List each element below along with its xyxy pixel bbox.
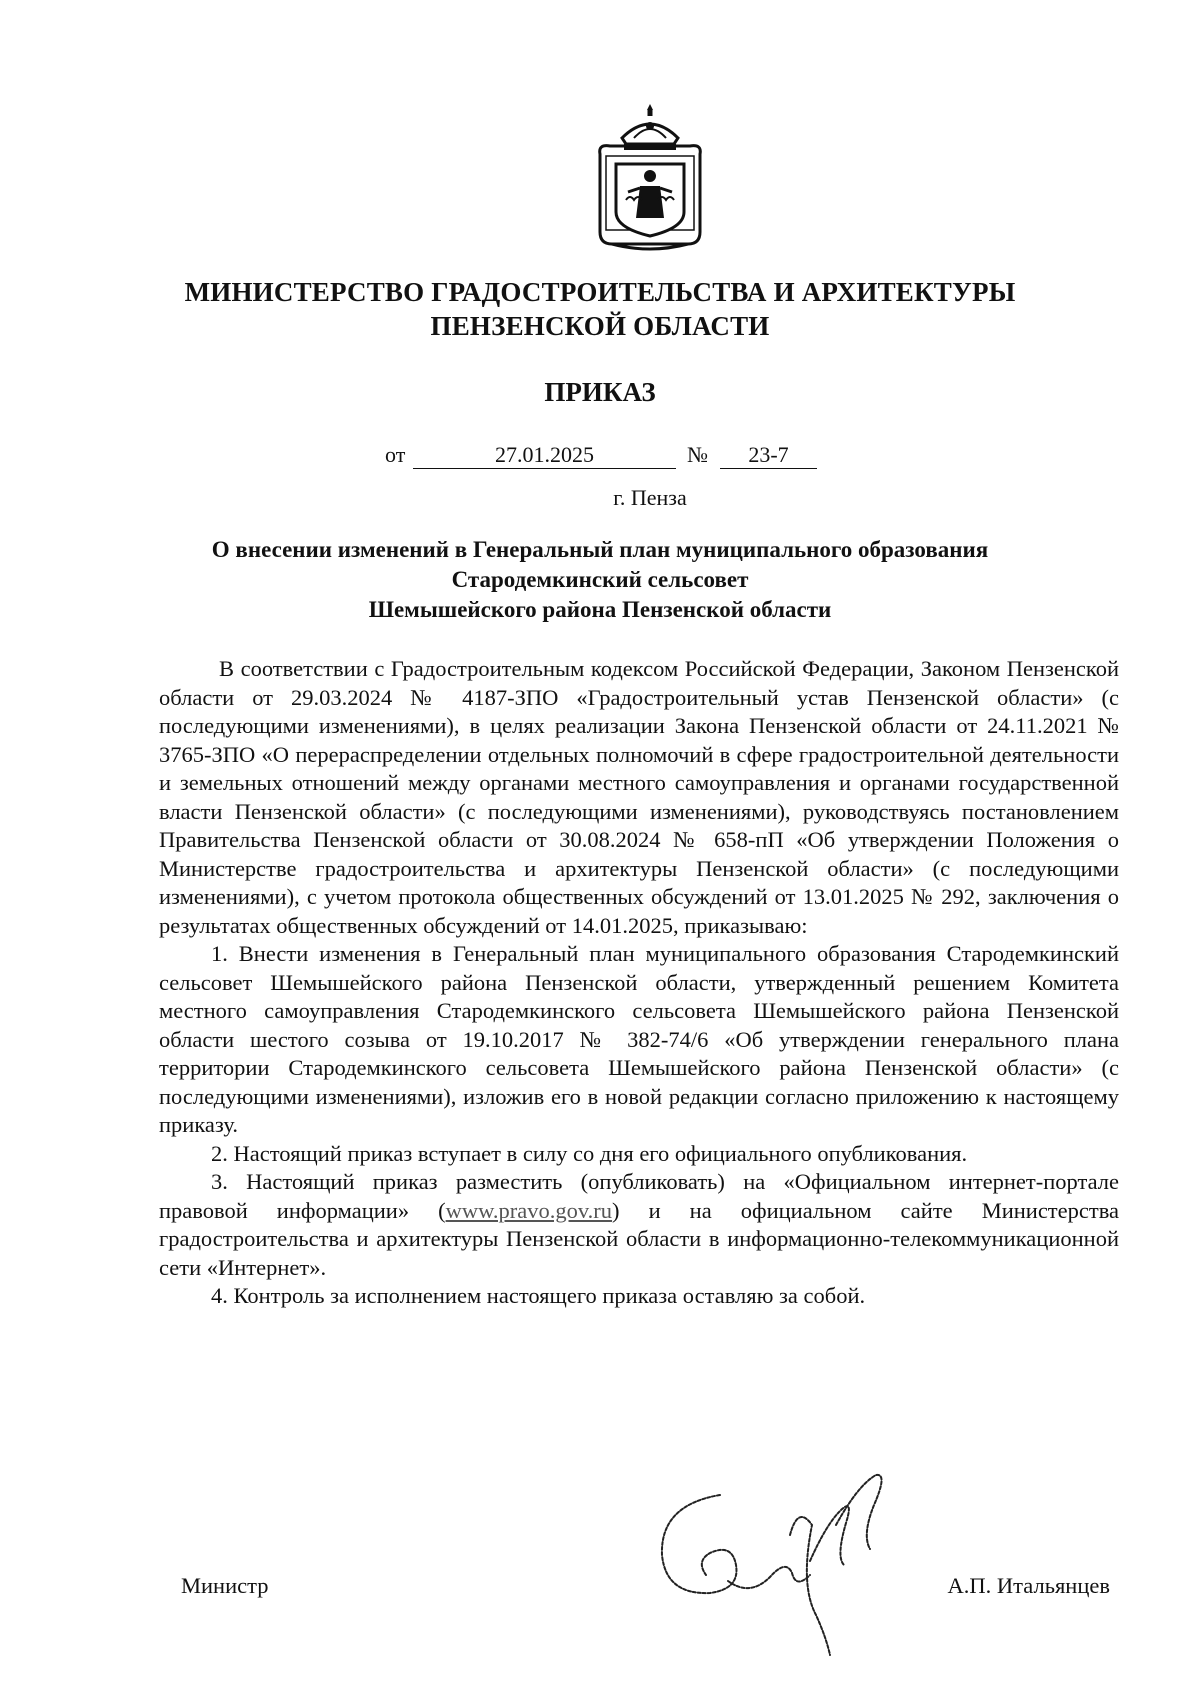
order-item-2: 2. Настоящий приказ вступает в силу со дня его официального опубликования. (211, 1140, 968, 1166)
order-item-3-text-end: ) и на официальном сайте Министерства градостроительства и архитектуры Пензенской области в информационно-телекоммуникационной сети «Интернет». (159, 1197, 1120, 1280)
document-title (140, 535, 1060, 625)
organization-name (100, 275, 1100, 343)
signatory-position: Министр (181, 1573, 269, 1598)
document-type: ПРИКАЗ (544, 377, 656, 407)
order-item-4: 4. Контроль за исполнением настоящего приказа оставляю за собой. (211, 1283, 866, 1308)
order-date: 27.01.2025 (413, 440, 676, 469)
document-title-line3: Шемышейского района Пензенской области (368, 597, 832, 622)
order-item-1: 1. Внести изменения в Генеральный план муниципального образования Стародемкинский сельсовет Шемышейского района Пензенской области, утвержденный решением Комитета местного самоуправления Стародемкинского сельсовета Шемышейского района Пензенской области шестого созыва от 19.10.2017 № 382-74/6 «Об утверждении генерального плана территории Стародемкинского сельсовета Шемышейского района Пензенской области» (с последующими изменениями), изложив его в новой редакции согласно приложению к настоящему приказу. (159, 941, 1119, 1137)
handwritten-signature (640, 1465, 910, 1660)
pravo-gov-link[interactable]: www.pravo.gov.ru (445, 1197, 613, 1223)
document-title-line2: Стародемкинский сельсовет (451, 567, 749, 592)
organization-name-line2: ПЕНЗЕНСКОЙ ОБЛАСТИ (430, 311, 770, 341)
date-label: от (385, 442, 406, 467)
number-label: № (687, 442, 708, 467)
organization-name-line1: МИНИСТЕРСТВО ГРАДОСТРОИТЕЛЬСТВА И АРХИТЕКТУРЫ (184, 277, 1016, 307)
signature-block (0, 1540, 1200, 1700)
signatory-name: А.П. Итальянцев (947, 1573, 1110, 1598)
document-body (159, 655, 1119, 1311)
order-item-3 (159, 1168, 1119, 1282)
preamble-paragraph: В соответствии с Градостроительным кодексом Российской Федерации, Законом Пензенской области от 29.03.2024 № 4187-ЗПО «Градостроительный устав Пензенской области» (с последующими изменениями), в целях реализации Закона Пензенской области от 24.11.2021 № 3765-ЗПО «О перераспределении отдельных полномочий в сфере градостроительной деятельности и земельных отношений между органами местного самоуправления и органами государственной власти Пензенской области» (с последующими изменениями), руководствуясь постановлением Правительства Пензенской области от 30.08.2024 № 658-пП «Об утверждении Положения о Министерстве градостроительства и архитектуры Пензенской области» (с последующими изменениями), с учетом протокола общественных обсуждений от 13.01.2025 № 292, заключения о результатах общественных обсуждений от 14.01.2025, приказываю: (159, 656, 1119, 938)
coat-of-arms-emblem (590, 104, 710, 254)
issue-city: г. Пенза (613, 485, 687, 510)
document-title-line1: О внесении изменений в Генеральный план муниципального образования (211, 537, 989, 562)
order-item-3-text-start: 3. Настоящий приказ разместить (опубликовать) на «Официальном интернет-портале правовой информации» ( (159, 1169, 1119, 1223)
order-number: 23-7 (720, 440, 817, 469)
